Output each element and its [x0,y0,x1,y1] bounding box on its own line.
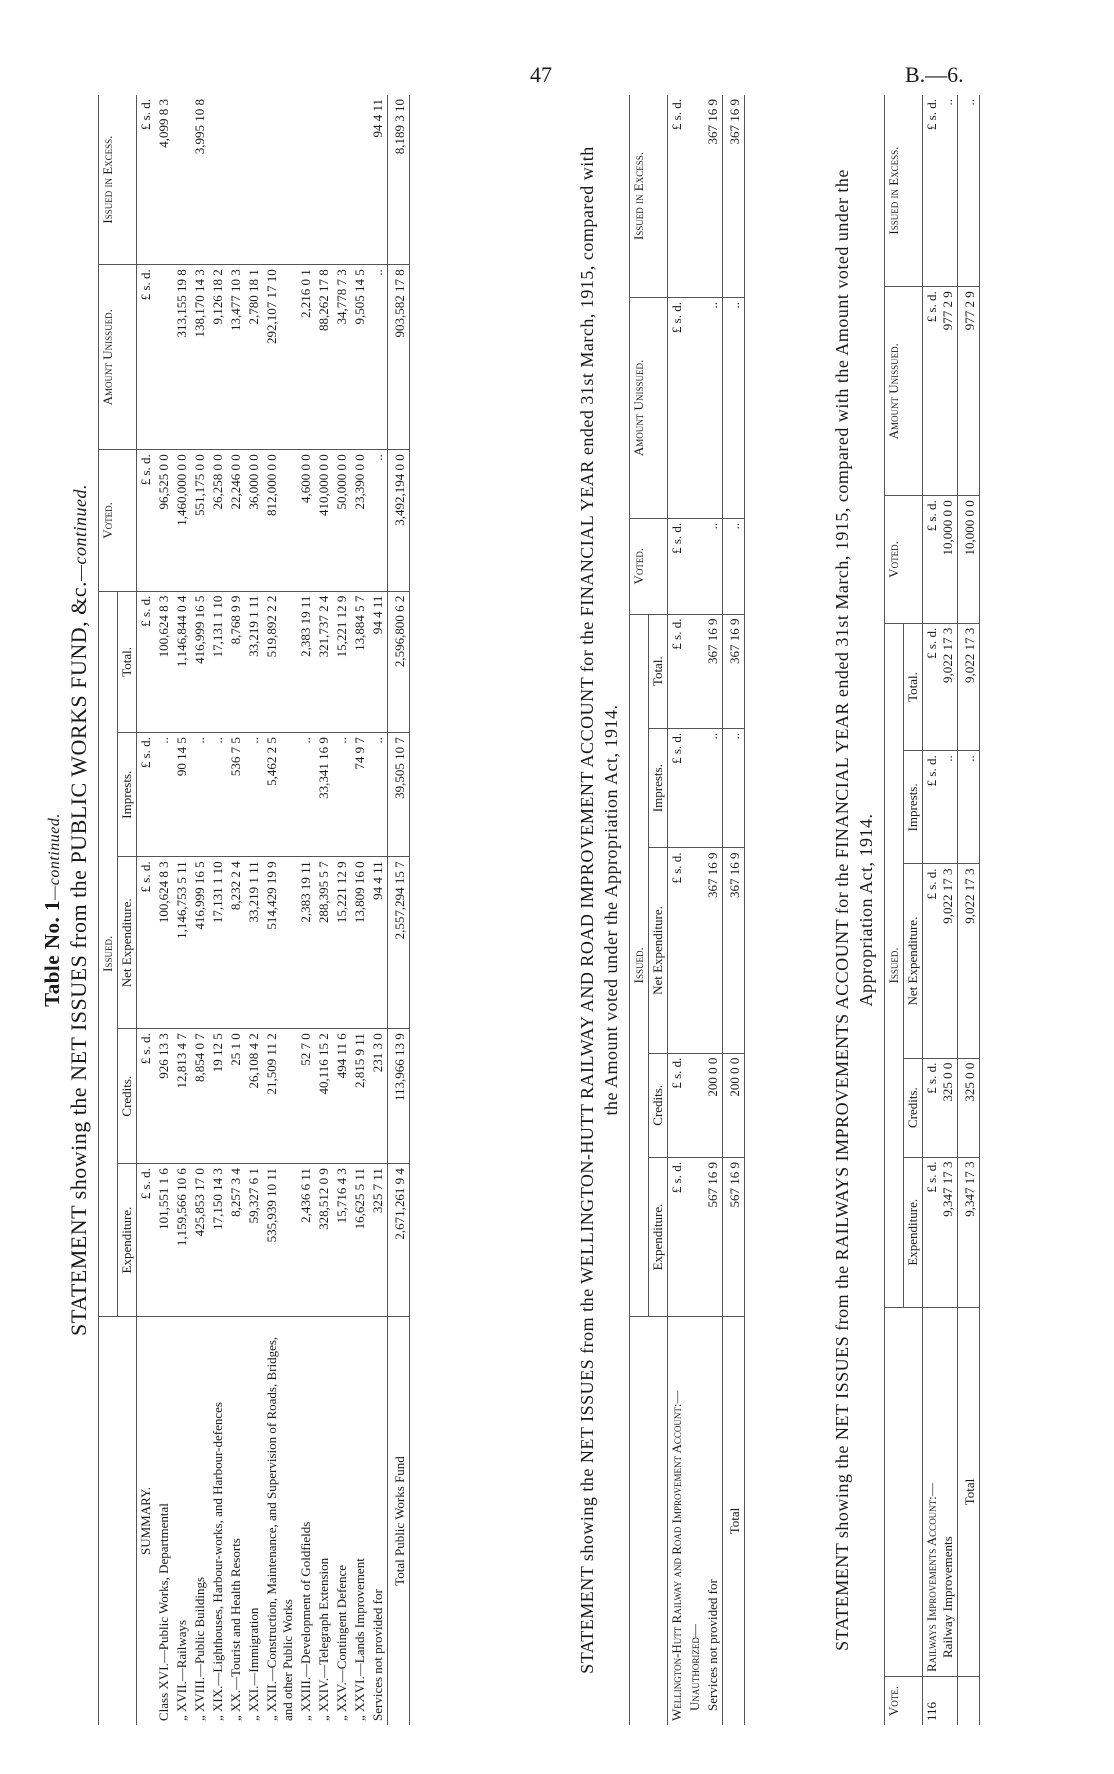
row-label: „ XXI.—Immigration [246,1607,261,1721]
cell-voted: 22,246 0 0 [227,450,245,591]
cell-unissued: .. [723,298,745,519]
table-1-title: STATEMENT showing the NET ISSUES from the PUBLIC WORKS FUND, &c. [66,580,91,1337]
cell: £ s. d. [668,614,687,728]
value: 10,000 0 0 [940,500,955,556]
cell-expenditure: 567 16 9 [723,1158,745,1317]
cell-credits: 12,813 4 7 [173,1029,191,1164]
units: £ s. d. [137,733,156,857]
table-row [191,95,209,1725]
cell-expenditure: 15,716 4 3 [333,1164,351,1317]
cell-imprests: 536 7 5 [227,733,245,857]
value: 9,022 17 3 [940,627,955,683]
cell-unissued [923,287,958,496]
row-label: Railway Improvements [940,1536,955,1658]
col-expenditure: Expenditure. [904,1157,923,1307]
col-total: Total. [904,623,923,751]
cell-net: 13,809 16 0 [351,857,369,1029]
col-blank [630,1317,668,1726]
cell-total: 94 4 11 [369,591,388,732]
cell-unissued: 292,107 17 10 [263,265,297,450]
cell-imprests: .. [333,733,351,857]
units: £ s. d. [137,95,156,265]
units: £ s. d. [924,500,939,532]
cell-total: 519,892 2 2 [263,591,297,732]
col-excess: Issued in Excess. [630,95,668,298]
cell-voted: 4,600 0 0 [297,450,315,591]
cell-total: 13,884 5 7 [351,591,369,732]
cell-net: 17,131 1 10 [209,857,227,1029]
row-label: Services not provided for [705,1579,720,1711]
cell-net: 416,999 16 5 [191,857,209,1029]
table-3-block [830,95,980,1725]
row-label: „ XXV.—Contingent Defence [334,1564,349,1721]
units: £ s. d. [137,450,156,591]
cell-imprests: 33,341 16 9 [315,733,333,857]
row-label: „ XXVI.—Lands Improvement [352,1558,367,1721]
cell-total: 367 16 9 [704,614,723,728]
col-imprests: Imprests. [904,751,923,864]
cell-expenditure: 9,347 17 3 [958,1157,980,1307]
units: £ s. d. [137,857,156,1029]
cell-voted: 551,175 0 0 [191,450,209,591]
cell-total: 1,146,844 0 4 [173,591,191,732]
cell-voted: 96,525 0 0 [155,450,173,591]
col-blank [99,1317,137,1726]
cell-excess: 3,995 10 8 [191,95,209,265]
cell-unissued: 2,216 0 1 [297,265,315,450]
cell-total: 9,022 17 3 [958,623,980,751]
cell-expenditure: 425,853 17 0 [191,1164,209,1317]
table-2-title: STATEMENT showing the NET ISSUES from the WELLINGTON-HUTT RAILWAY AND ROAD IMPROVEMENT ACCOUNT for the FINANCIAL YEAR ended 31st March, 1915, compared with the Amount voted under the Appropriation Act, 1914. [577,146,621,1674]
cell-voted: 50,000 0 0 [333,450,351,591]
col-voted: Voted. [885,496,923,624]
cell-net: 514,429 19 9 [263,857,297,1029]
col-credits: Credits. [118,1029,137,1164]
table-row [333,95,351,1725]
col-unissued: Amount Unissued. [885,287,923,496]
units: £ s. d. [924,868,939,900]
table-1 [98,95,410,1725]
cell-expenditure: 325 7 11 [369,1164,388,1317]
cell-imprests: .. [704,728,723,848]
cell-imprests: .. [297,733,315,857]
account-label: Railways Improvements Account:— [924,1483,939,1672]
units: £ s. d. [924,99,939,131]
cell-imprests: 74 9 7 [351,733,369,857]
cell-credits: 200 0 0 [704,1053,723,1157]
table-row [351,95,369,1725]
cell-excess: 367 16 9 [723,95,745,298]
table-row [369,95,388,1725]
cell-credits: 52 7 0 [297,1029,315,1164]
table-1-title-continued: —continued. [70,483,90,581]
cell-imprests: .. [209,733,227,857]
table-2 [629,95,745,1725]
cell-unissued: 88,262 17 8 [315,265,333,450]
col-expenditure: Expenditure. [649,1158,668,1317]
table-row [227,95,245,1725]
table-row [209,95,227,1725]
table-1-block [40,95,410,1725]
row-label: „ XXIV.—Telegraph Extension [316,1557,331,1721]
col-excess: Issued in Excess. [885,95,923,287]
cell-credits [923,1058,958,1157]
cell-total: 15,221 12 9 [333,591,351,732]
row-label: „ XVII.—Railways [174,1619,189,1721]
cell-total: 321,737 2 4 [315,591,333,732]
cell-expenditure: 2,671,261 9 4 [388,1164,410,1317]
cell-excess: 94 4 11 [369,95,388,265]
cell-unissued: 13,477 10 3 [227,265,245,450]
cell-net: 94 4 11 [369,857,388,1029]
cell-credits: 8,854 0 7 [191,1029,209,1164]
row-label: „ XX.—Tourist and Health Resorts [228,1538,243,1721]
cell-unissued: 977 2 9 [958,287,980,496]
cell-net: 8,232 2 4 [227,857,245,1029]
cell-unissued: .. [369,265,388,450]
cell-expenditure: 8,257 3 4 [227,1164,245,1317]
cell-expenditure: 16,625 5 11 [351,1164,369,1317]
cell-unissued: .. [704,298,723,519]
table-row [245,95,263,1725]
cell: £ s. d. [668,95,687,298]
cell-credits: 231 3 0 [369,1029,388,1164]
cell-credits: 40,116 15 2 [315,1029,333,1164]
cell-total: 416,999 16 5 [191,591,209,732]
cell-excess [263,95,297,265]
cell: £ s. d. [668,728,687,848]
table-row [155,95,173,1725]
units: £ s. d. [137,265,156,450]
cell: £ s. d. [668,298,687,519]
total-row [388,95,410,1725]
page-reference: B.—6. [905,62,964,87]
col-imprests: Imprests. [649,728,668,848]
units: £ s. d. [137,591,156,732]
units: £ s. d. [924,1062,939,1094]
cell: £ s. d. [668,1053,687,1157]
cell-excess [333,95,351,265]
cell-net: 15,221 12 9 [333,857,351,1029]
cell-credits: 494 11 6 [333,1029,351,1164]
cell-credits: 113,966 13 9 [388,1029,410,1164]
cell-unissued: 138,170 14 3 [191,265,209,450]
table-row [315,95,333,1725]
col-blank [885,1308,923,1677]
cell-credits: 200 0 0 [723,1053,745,1157]
table-name-continued: —continued. [46,813,63,900]
table-row [686,95,704,1725]
col-voted: Voted. [630,518,668,614]
col-issued: Issued. [885,623,904,1307]
cell-unissued: 2,780 18 1 [245,265,263,450]
cell-voted: .. [723,518,745,614]
cell-voted: 10,000 0 0 [958,496,980,624]
cell-excess: 367 16 9 [704,95,723,298]
cell-net: 2,557,294 15 7 [388,857,410,1029]
cell-credits: 21,509 11 2 [263,1029,297,1164]
cell-expenditure: 567 16 9 [704,1158,723,1317]
cell-unissued: 9,126 18 2 [209,265,227,450]
cell-imprests: .. [958,751,980,864]
cell-imprests: 90 14 5 [173,733,191,857]
cell-excess: 4,099 8 3 [155,95,173,265]
cell-total [923,623,958,751]
col-voted: Voted. [99,450,137,591]
table-row [297,95,315,1725]
cell-total: 33,219 1 11 [245,591,263,732]
cell-net: 367 16 9 [704,848,723,1053]
cell-net: 1,146,753 5 11 [173,857,191,1029]
cell-expenditure [923,1157,958,1307]
col-net: Net Expenditure. [118,857,137,1029]
units: £ s. d. [137,1029,156,1164]
summary-heading: SUMMARY. [138,1486,153,1556]
row-label: „ XVIII.—Public Buildings [192,1576,207,1721]
col-issued: Issued. [630,614,649,1316]
col-excess: Issued in Excess. [99,95,137,265]
cell-voted: 1,460,000 0 0 [173,450,191,591]
cell-excess [245,95,263,265]
cell-excess [351,95,369,265]
cell-total: 17,131 1 10 [209,591,227,732]
cell-excess [173,95,191,265]
cell-credits: 26,108 4 2 [245,1029,263,1164]
cell-net: 100,624 8 3 [155,857,173,1029]
account-label: Wellington-Hutt Railway and Road Improvement Account:— [669,1390,684,1721]
table-row [668,95,687,1725]
col-expenditure: Expenditure. [118,1164,137,1317]
col-imprests: Imprests. [118,733,137,857]
table-row [263,95,297,1725]
table-1-body [137,95,410,1725]
col-unissued: Amount Unissued. [99,265,137,450]
cell-credits: 325 0 0 [958,1058,980,1157]
units: £ s. d. [137,1164,156,1317]
col-unissued: Amount Unissued. [630,298,668,519]
cell-total: 100,624 8 3 [155,591,173,732]
cell-unissued: 9,505 14 5 [351,265,369,450]
cell-imprests [923,751,958,864]
table-row [173,95,191,1725]
cell-expenditure: 2,436 6 11 [297,1164,315,1317]
col-credits: Credits. [904,1058,923,1157]
units: £ s. d. [924,1161,939,1193]
table-name: Table No. 1 [40,900,64,1007]
cell-voted: 812,000 0 0 [263,450,297,591]
cell-voted: 410,000 0 0 [315,450,333,591]
units: £ s. d. [924,755,939,787]
table-3 [884,95,980,1725]
cell-imprests: .. [191,733,209,857]
table-row [704,95,723,1725]
cell-excess [209,95,227,265]
value: 325 0 0 [940,1062,955,1102]
units: £ s. d. [924,627,939,659]
page-number: 47 [530,62,552,87]
cell-voted: .. [369,450,388,591]
cell-imprests: .. [245,733,263,857]
cell-expenditure: 17,150 14 3 [209,1164,227,1317]
cell-imprests: .. [155,733,173,857]
cell-voted: .. [704,518,723,614]
col-net: Net Expenditure. [649,848,668,1053]
cell-credits: 926 13 3 [155,1029,173,1164]
cell-expenditure: 1,159,566 10 6 [173,1164,191,1317]
table-3-title: STATEMENT showing the NET ISSUES from the RAILWAYS IMPROVEMENTS ACCOUNT for the FINANCIAL YEAR ended 31st March, 1915, compared with the Amount voted under the Appropriation Act, 1914. [832,169,876,1651]
col-net: Net Expenditure. [904,864,923,1058]
value: 9,022 17 3 [940,868,955,924]
value: 977 2 9 [940,291,955,331]
cell-total: 2,596,800 6 2 [388,591,410,732]
cell-unissued: 313,155 19 8 [173,265,191,450]
cell-voted: 36,000 0 0 [245,450,263,591]
cell-excess [227,95,245,265]
cell-excess [315,95,333,265]
cell-excess: 8,189 3 10 [388,95,410,265]
cell-net: 33,219 1 11 [245,857,263,1029]
units: £ s. d. [924,291,939,323]
row-label: Class XVI.—Public Works, Departmental [156,1503,171,1721]
cell-imprests: 5,462 2 5 [263,733,297,857]
cell-credits: 19 12 5 [209,1029,227,1164]
value: 9,347 17 3 [940,1161,955,1217]
cell-excess [923,95,958,287]
row-label: „ XXII.—Construction, Maintenance, and Supervision of Roads, Bridges, and other Public Works [264,1336,295,1721]
cell-net: 2,383 19 11 [297,857,315,1029]
value: .. [940,755,955,762]
cell-excess [297,95,315,265]
cell-expenditure: 328,512 0 9 [315,1164,333,1317]
col-issued: Issued. [99,591,118,1316]
cell-vote: 116 [923,1677,958,1726]
cell-total: 367 16 9 [723,614,745,728]
cell: £ s. d. [668,1158,687,1317]
col-total: Total. [649,614,668,728]
cell-credits: 25 1 0 [227,1029,245,1164]
cell-credits: 2,815 9 11 [351,1029,369,1164]
table-1-heading [40,95,92,1725]
value: .. [940,99,955,106]
cell-voted: 26,258 0 0 [209,450,227,591]
cell-net: 288,395 5 7 [315,857,333,1029]
cell-net: 9,022 17 3 [958,864,980,1058]
total-label: Total Public Works Fund [388,1317,410,1726]
row-label: „ XXIII.—Development of Goldfields [298,1521,313,1721]
cell-net: 367 16 9 [723,848,745,1053]
col-total: Total. [118,591,137,732]
table-2-block [575,95,745,1725]
total-label: Total [723,1317,745,1726]
cell-voted: 23,390 0 0 [351,450,369,591]
cell-voted: 3,492,194 0 0 [388,450,410,591]
cell-expenditure: 59,327 6 1 [245,1164,263,1317]
col-credits: Credits. [649,1053,668,1157]
row-label: Services not provided for [370,1589,385,1721]
cell-unissued: 34,778 7 3 [333,265,351,450]
cell-imprests: .. [369,733,388,857]
row-label: „ XIX.—Lighthouses, Harbour-works, and Harbour-defences [210,1402,225,1721]
total-label: Total [958,1308,980,1677]
cell: £ s. d. [668,518,687,614]
cell-imprests: .. [723,728,745,848]
cell-excess: .. [958,95,980,287]
cell-expenditure: 535,939 10 11 [263,1164,297,1317]
total-row [958,95,980,1725]
col-vote: Vote. [885,1677,923,1726]
cell-unissued: 903,582 17 8 [388,265,410,450]
cell-unissued [155,265,173,450]
cell-expenditure: 101,551 1 6 [155,1164,173,1317]
cell-imprests: 39,505 10 7 [388,733,410,857]
cell-voted [923,496,958,624]
table-row [923,95,958,1725]
unauthorized-label: Unauthorized— [687,1624,702,1711]
cell-net [923,864,958,1058]
cell-total: 8,768 9 9 [227,591,245,732]
total-row [723,95,745,1725]
cell-total: 2,383 19 11 [297,591,315,732]
cell: £ s. d. [668,848,687,1053]
rotated-content [40,95,1060,1725]
